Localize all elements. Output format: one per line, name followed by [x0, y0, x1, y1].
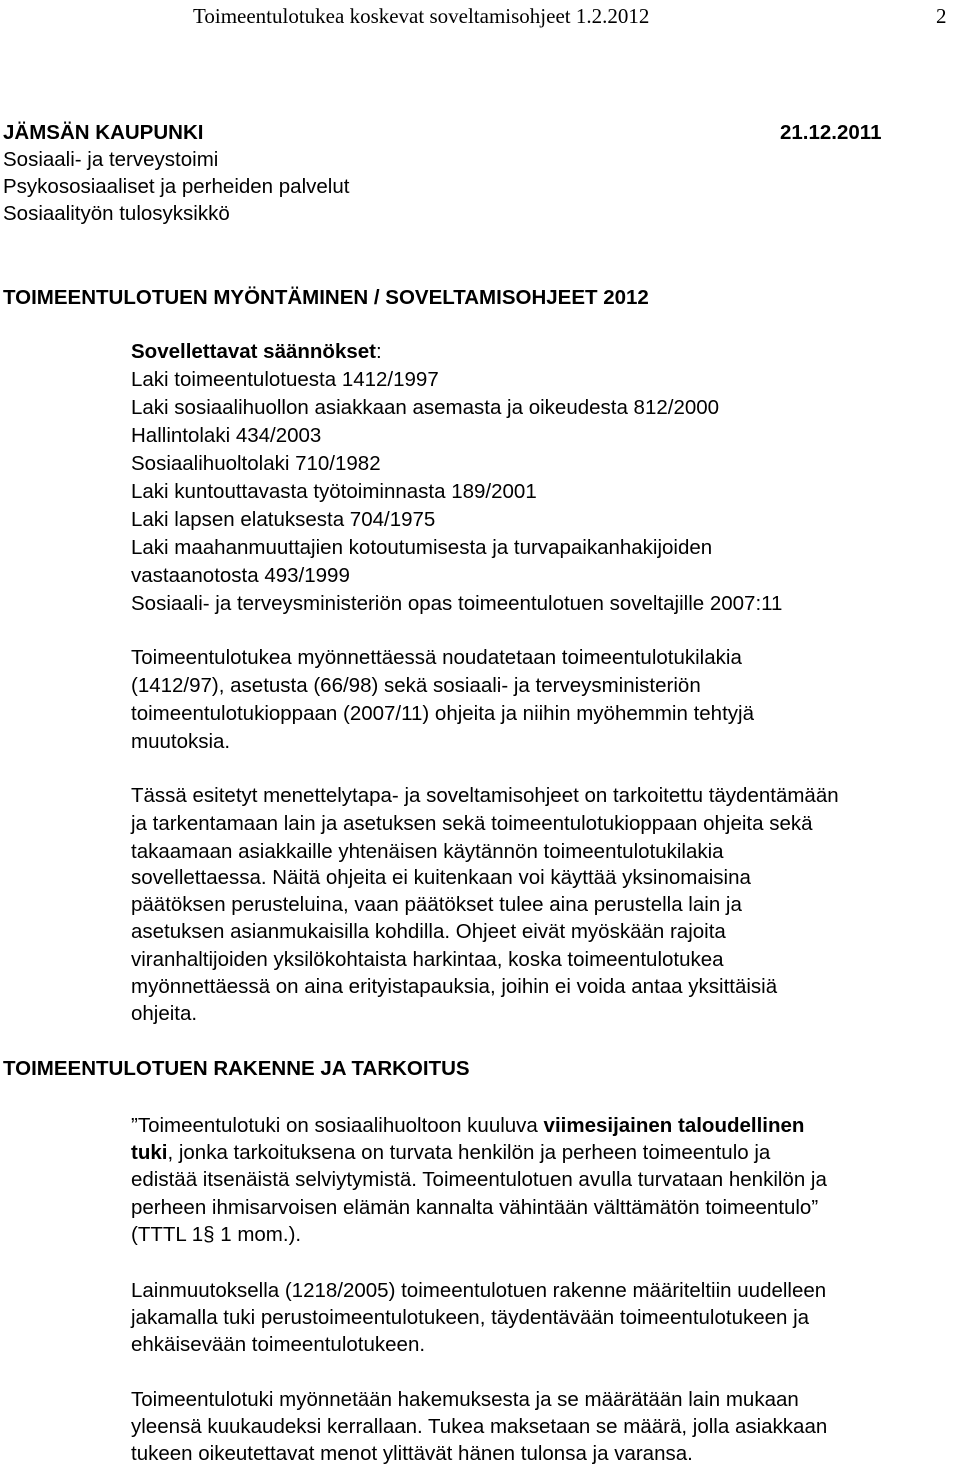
regulation-item: Sosiaalihuoltolaki 710/1982 — [131, 452, 381, 475]
paragraph-line: viranhaltijoiden yksilökohtaista harkintaa, koska toimeentulotukea — [131, 948, 724, 971]
quote-line: perheen ihmisarvoisen elämän kannalta vähintään välttämätön toimeentulo” — [131, 1196, 819, 1219]
paragraph-line: jakamalla tuki perustoimeentulotukeen, täydentävään toimeentulotukeen ja — [131, 1306, 810, 1329]
regulation-item: Laki maahanmuuttajien kotoutumisesta ja turvapaikanhakijoiden — [131, 536, 713, 559]
unit-line: Sosiaalityön tulosyksikkö — [3, 202, 230, 225]
regulation-item: Laki toimeentulotuesta 1412/1997 — [131, 368, 439, 391]
regulations-heading-text: Sovellettavat säännökset — [131, 340, 376, 363]
paragraph-line: toimeentulotukioppaan (2007/11) ohjeita ja niihin myöhemmin tehtyjä — [131, 702, 754, 725]
regulation-item: Hallintolaki 434/2003 — [131, 424, 322, 447]
regulation-item: Laki kuntouttavasta työtoiminnasta 189/2001 — [131, 480, 537, 503]
paragraph-line: yleensä kuukaudeksi kerrallaan. Tukea maksetaan se määrä, jolla asiakkaan — [131, 1415, 828, 1438]
paragraph-line: Tässä esitetyt menettelytapa- ja soveltamisohjeet on tarkoitettu täydentämään — [131, 784, 839, 807]
page-number: 2 — [936, 4, 947, 28]
main-title: TOIMEENTULOTUEN MYÖNTÄMINEN / SOVELTAMISOHJEET 2012 — [3, 286, 649, 309]
quote-emphasis: viimesijainen taloudellinen — [543, 1114, 805, 1137]
paragraph-line: Lainmuutoksella (1218/2005) toimeentulotuen rakenne määriteltiin uudelleen — [131, 1279, 827, 1302]
paragraph-line: ohjeita. — [131, 1002, 198, 1025]
paragraph-line: muutoksia. — [131, 730, 231, 753]
running-header-title: Toimeentulotukea koskevat soveltamisohjeet 1.2.2012 — [193, 4, 650, 28]
quote-emphasis: tuki — [131, 1141, 168, 1164]
unit-line: Sosiaali- ja terveystoimi — [3, 148, 219, 171]
unit-line: Psykososiaaliset ja perheiden palvelut — [3, 175, 350, 198]
paragraph-line: sovellettaessa. Näitä ohjeita ei kuitenkaan voi käyttää yksinomaisina — [131, 866, 751, 889]
quote-line — [131, 1141, 770, 1165]
paragraph-line: tukeen oikeutettavat menot ylittävät hänen tulonsa ja varansa. — [131, 1442, 693, 1465]
regulation-item: Laki sosiaalihuollon asiakkaan asemasta ja oikeudesta 812/2000 — [131, 396, 720, 419]
regulations-heading — [131, 340, 382, 364]
regulation-item: Sosiaali- ja terveysministeriön opas toimeentulotuen soveltajille 2007:11 — [131, 592, 783, 615]
quote-text: ”Toimeentulotuki on sosiaalihuoltoon kuuluva — [131, 1114, 544, 1137]
paragraph-line: takaamaan asiakkaille yhtenäisen käytännön toimeentulotukilakia — [131, 840, 724, 863]
paragraph-line: (1412/97), asetusta (66/98) sekä sosiaali- ja terveysministeriön — [131, 674, 701, 697]
quote-line: edistää itsenäistä selviytymistä. Toimeentulotuen avulla turvataan henkilön ja — [131, 1168, 827, 1191]
document-date: 21.12.2011 — [780, 121, 882, 144]
regulation-item: vastaanotosta 493/1999 — [131, 564, 350, 587]
paragraph-line: Toimeentulotukea myönnettäessä noudatetaan toimeentulotukilakia — [131, 646, 742, 669]
paragraph-line: asetuksen asianmukaisilla kohdilla. Ohjeet eivät myöskään rajoita — [131, 920, 726, 943]
organization-name: JÄMSÄN KAUPUNKI — [3, 121, 204, 144]
paragraph-line: päätöksen perusteluina, vaan päätökset tulee aina perustella lain ja — [131, 893, 742, 916]
regulations-heading-colon: : — [375, 340, 382, 363]
paragraph-line: myönnettäessä on aina erityistapauksia, joihin ei voida antaa yksittäisiä — [131, 975, 778, 998]
regulation-item: Laki lapsen elatuksesta 704/1975 — [131, 508, 436, 531]
paragraph-line: ja tarkentamaan lain ja asetuksen sekä toimeentulotukioppaan ohjeita sekä — [131, 812, 813, 835]
quote-text: , jonka tarkoituksena on turvata henkilön ja perheen toimeentulo ja — [167, 1141, 771, 1164]
quote-line — [131, 1114, 804, 1138]
paragraph-line: Toimeentulotuki myönnetään hakemuksesta ja se määrätään lain mukaan — [131, 1388, 799, 1411]
quote-line: (TTTL 1§ 1 mom.). — [131, 1223, 302, 1246]
section-title: TOIMEENTULOTUEN RAKENNE JA TARKOITUS — [3, 1057, 470, 1080]
paragraph-line: ehkäisevään toimeentulotukeen. — [131, 1333, 426, 1356]
